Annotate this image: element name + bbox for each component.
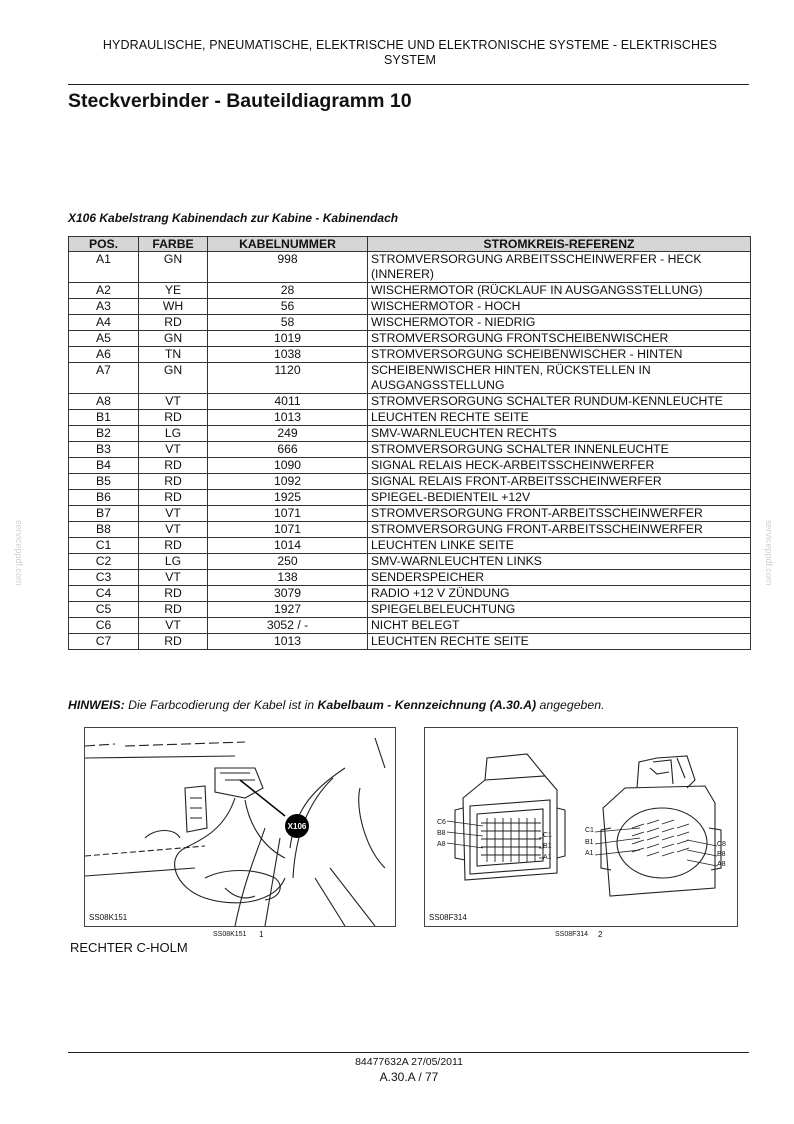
cell-farbe: VT <box>139 442 208 458</box>
cell-stromkreis-referenz: SMV-WARNLEUCHTEN LINKS <box>368 554 751 570</box>
cell-pos: C6 <box>69 618 139 634</box>
hinweis-label: HINWEIS: <box>68 698 125 712</box>
cell-stromkreis-referenz: STROMVERSORGUNG SCHALTER RUNDUM-KENNLEUCHTE <box>368 394 751 410</box>
cell-kabelnummer: 666 <box>208 442 368 458</box>
hinweis-link[interactable]: Kabelbaum - Kennzeichnung (A.30.A) <box>317 698 537 712</box>
cell-stromkreis-referenz: NICHT BELEGT <box>368 618 751 634</box>
connector-illustration <box>425 728 737 926</box>
cell-farbe: VT <box>139 522 208 538</box>
watermark-right: serviceppdf.com <box>764 520 774 586</box>
cell-pos: C2 <box>69 554 139 570</box>
cell-kabelnummer: 1120 <box>208 363 368 394</box>
connector1-label-a8: A8 <box>437 841 446 848</box>
cell-farbe: RD <box>139 458 208 474</box>
cell-farbe: YE <box>139 283 208 299</box>
cell-farbe: RD <box>139 490 208 506</box>
cell-farbe: RD <box>139 538 208 554</box>
cell-farbe: VT <box>139 394 208 410</box>
cell-stromkreis-referenz: LEUCHTEN RECHTE SEITE <box>368 410 751 426</box>
cell-pos: B3 <box>69 442 139 458</box>
cab-pillar-illustration <box>85 728 395 926</box>
table-header-row <box>69 237 751 252</box>
cell-farbe: RD <box>139 602 208 618</box>
table-row <box>69 394 751 410</box>
column-header-kabelnummer: KABELNUMMER <box>208 237 368 252</box>
column-header-pos: POS. <box>69 237 139 252</box>
cell-stromkreis-referenz: STROMVERSORGUNG FRONT-ARBEITSSCHEINWERFER <box>368 506 751 522</box>
table-row <box>69 315 751 331</box>
cell-pos: B4 <box>69 458 139 474</box>
cell-pos: B5 <box>69 474 139 490</box>
watermark-left: serviceppdf.com <box>14 520 24 586</box>
table-row <box>69 347 751 363</box>
cell-pos: B7 <box>69 506 139 522</box>
cell-farbe: TN <box>139 347 208 363</box>
cell-farbe: VT <box>139 506 208 522</box>
cell-pos: C4 <box>69 586 139 602</box>
cell-stromkreis-referenz: STROMVERSORGUNG ARBEITSSCHEINWERFER - HECK (INNERER) <box>368 252 751 283</box>
table-row <box>69 522 751 538</box>
table-body <box>69 252 751 650</box>
header-line-1: HYDRAULISCHE, PNEUMATISCHE, ELEKTRISCHE UND ELEKTRONISCHE SYSTEME - ELEKTRISCHES <box>102 38 718 52</box>
cell-farbe: RD <box>139 634 208 650</box>
hinweis-note <box>68 698 605 712</box>
figure1-label: RECHTER C-HOLM <box>70 940 188 955</box>
cell-kabelnummer: 1019 <box>208 331 368 347</box>
connector1-label-b1: B1 <box>543 843 552 850</box>
cell-stromkreis-referenz: WISCHERMOTOR - HOCH <box>368 299 751 315</box>
connector2-label-c1: C1 <box>585 827 594 834</box>
hinweis-text-after: angegeben. <box>536 698 605 712</box>
cell-pos: A6 <box>69 347 139 363</box>
table-row <box>69 538 751 554</box>
column-header-stromkreis: STROMKREIS-REFERENZ <box>368 237 751 252</box>
table-row <box>69 442 751 458</box>
cell-pos: C7 <box>69 634 139 650</box>
figure1-caption-code: SS08K151 <box>213 931 247 938</box>
cell-kabelnummer: 998 <box>208 252 368 283</box>
cell-pos: C5 <box>69 602 139 618</box>
cell-pos: A5 <box>69 331 139 347</box>
page-title: Steckverbinder - Bauteildiagramm 10 <box>68 90 412 112</box>
cell-kabelnummer: 3079 <box>208 586 368 602</box>
figure2-caption-code: SS08F314 <box>555 931 589 938</box>
cell-stromkreis-referenz: SPIEGEL-BEDIENTEIL +12V <box>368 490 751 506</box>
cell-farbe: GN <box>139 363 208 394</box>
cell-farbe: RD <box>139 410 208 426</box>
table-row <box>69 474 751 490</box>
column-header-farbe: FARBE <box>139 237 208 252</box>
connector1-label-a1: A1 <box>543 854 552 861</box>
cell-farbe: WH <box>139 299 208 315</box>
table-caption: X106 Kabelstrang Kabinendach zur Kabine - Kabinendach <box>68 211 399 225</box>
cell-pos: A8 <box>69 394 139 410</box>
table-row <box>69 331 751 347</box>
table-row <box>69 252 751 283</box>
cell-pos: A7 <box>69 363 139 394</box>
table-row <box>69 410 751 426</box>
table-row <box>69 586 751 602</box>
cell-farbe: RD <box>139 586 208 602</box>
cell-pos: C3 <box>69 570 139 586</box>
connector2-label-c8: C8 <box>717 841 726 848</box>
cell-kabelnummer: 1090 <box>208 458 368 474</box>
header-line-2: SYSTEM <box>384 53 436 67</box>
cell-kabelnummer: 1014 <box>208 538 368 554</box>
cell-kabelnummer: 249 <box>208 426 368 442</box>
cell-stromkreis-referenz: STROMVERSORGUNG FRONTSCHEIBENWISCHER <box>368 331 751 347</box>
header-rule <box>68 84 749 85</box>
cell-stromkreis-referenz: SIGNAL RELAIS FRONT-ARBEITSSCHEINWERFER <box>368 474 751 490</box>
figure-connector <box>424 727 738 927</box>
table-row <box>69 458 751 474</box>
connector1-label-c1: C1 <box>543 832 552 839</box>
cell-kabelnummer: 1013 <box>208 634 368 650</box>
table-row <box>69 618 751 634</box>
cell-pos: B8 <box>69 522 139 538</box>
cell-pos: B2 <box>69 426 139 442</box>
table-row <box>69 283 751 299</box>
cell-kabelnummer: 1927 <box>208 602 368 618</box>
cell-farbe: VT <box>139 618 208 634</box>
cell-farbe: GN <box>139 252 208 283</box>
table-row <box>69 506 751 522</box>
cell-kabelnummer: 28 <box>208 283 368 299</box>
table-row <box>69 602 751 618</box>
table-row <box>69 490 751 506</box>
cell-pos: A3 <box>69 299 139 315</box>
cell-stromkreis-referenz: SPIEGELBELEUCHTUNG <box>368 602 751 618</box>
connector2-label-a1: A1 <box>585 850 594 857</box>
cell-stromkreis-referenz: SMV-WARNLEUCHTEN RECHTS <box>368 426 751 442</box>
cell-farbe: LG <box>139 554 208 570</box>
connector2-label-b8: B8 <box>717 851 726 858</box>
cell-stromkreis-referenz: SENDERSPEICHER <box>368 570 751 586</box>
cell-pos: A4 <box>69 315 139 331</box>
figure2-caption-num: 2 <box>598 930 603 939</box>
figure2-tag: SS08F314 <box>429 913 467 922</box>
cell-kabelnummer: 4011 <box>208 394 368 410</box>
figure1-tag: SS08K151 <box>89 913 128 922</box>
table-row <box>69 363 751 394</box>
figure-cab-pillar <box>84 727 396 927</box>
cell-stromkreis-referenz: SIGNAL RELAIS HECK-ARBEITSSCHEINWERFER <box>368 458 751 474</box>
cell-stromkreis-referenz: SCHEIBENWISCHER HINTEN, RÜCKSTELLEN IN AUSGANGSSTELLUNG <box>368 363 751 394</box>
cell-stromkreis-referenz: WISCHERMOTOR - NIEDRIG <box>368 315 751 331</box>
cell-stromkreis-referenz: STROMVERSORGUNG FRONT-ARBEITSSCHEINWERFER <box>368 522 751 538</box>
cell-pos: B6 <box>69 490 139 506</box>
cell-kabelnummer: 1071 <box>208 506 368 522</box>
cell-kabelnummer: 1038 <box>208 347 368 363</box>
cell-farbe: RD <box>139 474 208 490</box>
callout-x106-label: X106 <box>287 822 307 831</box>
cell-kabelnummer: 250 <box>208 554 368 570</box>
cell-kabelnummer: 1071 <box>208 522 368 538</box>
cell-stromkreis-referenz: STROMVERSORGUNG SCHEIBENWISCHER - HINTEN <box>368 347 751 363</box>
cell-kabelnummer: 1925 <box>208 490 368 506</box>
cell-stromkreis-referenz: STROMVERSORGUNG SCHALTER INNENLEUCHTE <box>368 442 751 458</box>
cell-stromkreis-referenz: LEUCHTEN LINKE SEITE <box>368 538 751 554</box>
hinweis-text-before: Die Farbcodierung der Kabel ist in <box>124 698 318 712</box>
footer-page-number: A.30.A / 77 <box>379 1070 439 1084</box>
cell-kabelnummer: 1013 <box>208 410 368 426</box>
cell-pos: B1 <box>69 410 139 426</box>
cell-stromkreis-referenz: WISCHERMOTOR (RÜCKLAUF IN AUSGANGSSTELLUNG) <box>368 283 751 299</box>
table-row <box>69 554 751 570</box>
connector2-label-a8: A8 <box>717 861 726 868</box>
table-row <box>69 570 751 586</box>
connector-table <box>68 236 751 650</box>
table-row <box>69 426 751 442</box>
cell-pos: A2 <box>69 283 139 299</box>
cell-pos: C1 <box>69 538 139 554</box>
cell-pos: A1 <box>69 252 139 283</box>
connector1-label-c6: C6 <box>437 819 446 826</box>
table-row <box>69 634 751 650</box>
footer-rule <box>68 1052 749 1053</box>
figure1-caption-num: 1 <box>259 930 264 939</box>
cell-kabelnummer: 138 <box>208 570 368 586</box>
cell-farbe: GN <box>139 331 208 347</box>
cell-farbe: VT <box>139 570 208 586</box>
connector2-label-b1: B1 <box>585 839 594 846</box>
table-row <box>69 299 751 315</box>
cell-kabelnummer: 3052 / - <box>208 618 368 634</box>
cell-farbe: RD <box>139 315 208 331</box>
cell-kabelnummer: 56 <box>208 299 368 315</box>
cell-stromkreis-referenz: RADIO +12 V ZÜNDUNG <box>368 586 751 602</box>
cell-kabelnummer: 1092 <box>208 474 368 490</box>
connector1-label-b8: B8 <box>437 830 446 837</box>
cell-kabelnummer: 58 <box>208 315 368 331</box>
footer-code: 84477632A 27/05/2011 <box>355 1056 463 1068</box>
cell-stromkreis-referenz: LEUCHTEN RECHTE SEITE <box>368 634 751 650</box>
cell-farbe: LG <box>139 426 208 442</box>
